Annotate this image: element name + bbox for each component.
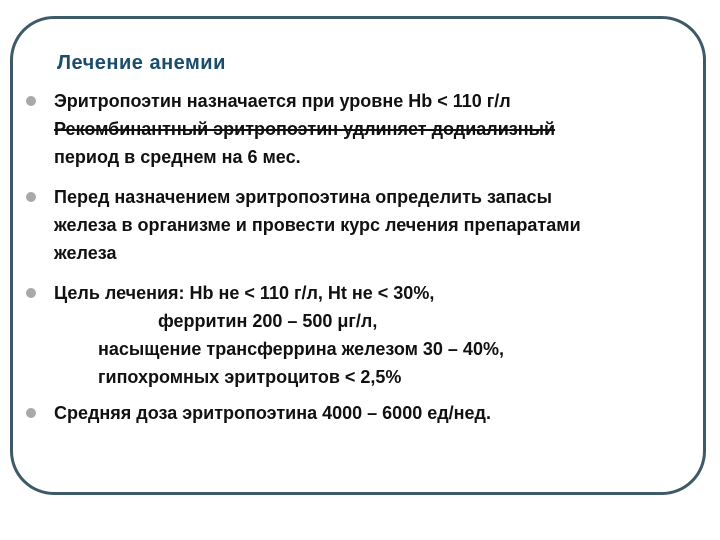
- bullet-list: [22, 87, 702, 427]
- bullet-item-average-dose: [22, 399, 702, 427]
- bullet-item-iron-stores: [22, 183, 702, 267]
- bullet-text-line-strikethrough: Рекомбинантный эритропоэтин удлиняет додиализный: [54, 119, 556, 139]
- bullet-dot-icon: [26, 192, 36, 202]
- bullet-item-erythropoietin: [22, 87, 702, 171]
- bullet-dot-icon: [26, 96, 36, 106]
- bullet-text-line: гипохромных эритроцитов < 2,5%: [98, 367, 402, 387]
- bullet-text-line: железа в организме и провести курс лечения препаратами: [54, 215, 581, 235]
- bullet-item-treatment-goal: [22, 279, 702, 391]
- bullet-text-line: период в среднем на 6 мес.: [54, 147, 301, 167]
- bullet-text-line: Цель лечения: Hb не < 110 г/л, Ht не < 30%,: [54, 283, 435, 303]
- bullet-text-line: Средняя доза эритропоэтина 4000 – 6000 ед/нед.: [54, 403, 491, 423]
- bullet-text-line: Перед назначением эритропоэтина определить запасы: [54, 187, 552, 207]
- bullet-dot-icon: [26, 288, 36, 298]
- bullet-text-line: ферритин 200 – 500 μг/л,: [158, 311, 378, 331]
- bullet-text-line: Эритропоэтин назначается при уровне Hb < 110 г/л: [54, 91, 511, 111]
- slide-title: Лечение анемии: [57, 52, 226, 74]
- bullet-text-line: железа: [54, 243, 117, 263]
- bullet-text-line: насыщение трансферрина железом 30 – 40%,: [98, 339, 504, 359]
- bullet-dot-icon: [26, 408, 36, 418]
